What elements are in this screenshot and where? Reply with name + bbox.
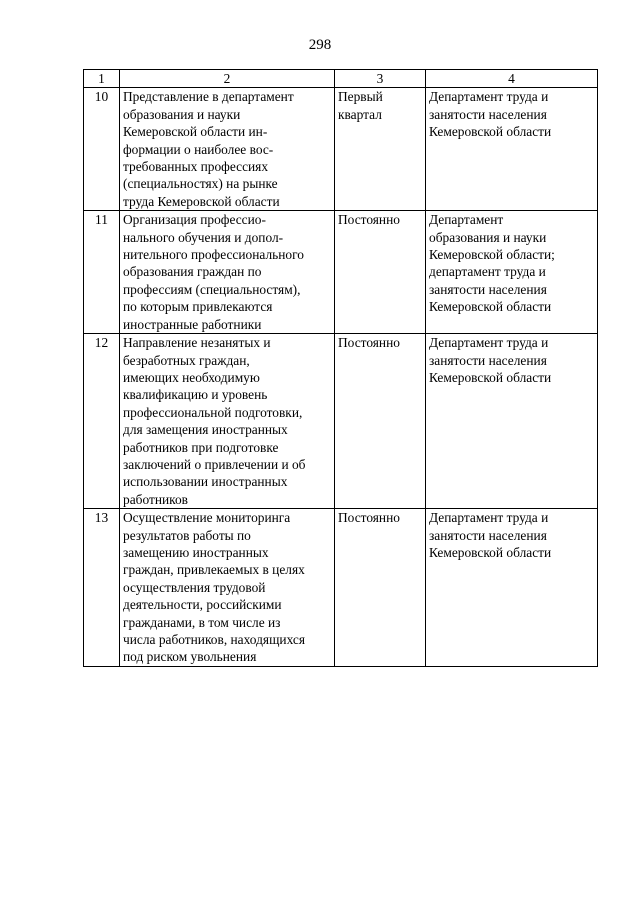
header-col-4: 4 xyxy=(426,70,598,88)
measure-cell: Осуществление мониторинга результатов работы по замещению иностранных граждан, привлекаемых в целях осуществления трудовой деятельности, российскими гражданами, в том числе из числа работников, находящихся под риском увольнения xyxy=(120,509,335,667)
table-row xyxy=(84,334,598,509)
executor-cell: Департамент образования и науки Кемеровской области; департамент труда и занятости населения Кемеровской области xyxy=(426,211,598,334)
header-col-1: 1 xyxy=(84,70,120,88)
term-cell: Постоянно xyxy=(335,334,426,509)
page-number: 298 xyxy=(308,37,332,53)
header-col-2: 2 xyxy=(120,70,335,88)
table-header xyxy=(84,70,598,88)
table-row xyxy=(84,509,598,667)
measures-table xyxy=(83,69,598,667)
row-number: 12 xyxy=(84,334,120,509)
executor-cell: Департамент труда и занятости населения Кемеровской области xyxy=(426,88,598,211)
row-number: 10 xyxy=(84,88,120,211)
measure-cell: Направление незанятых и безработных граждан, имеющих необходимую квалификацию и уровень профессиональной подготовки, для замещения иностранных работников при подготовке заключений о привлечении и об использовании иностранных работников xyxy=(120,334,335,509)
table-header-row xyxy=(84,70,598,88)
executor-cell: Департамент труда и занятости населения Кемеровской области xyxy=(426,334,598,509)
term-cell: Первый квартал xyxy=(335,88,426,211)
term-cell: Постоянно xyxy=(335,509,426,667)
table-row xyxy=(84,211,598,334)
measure-cell: Организация профессио- нального обучения и допол- нительного профессионального образования граждан по профессиям (специальностям), по которым привлекаются иностранные работники xyxy=(120,211,335,334)
row-number: 13 xyxy=(84,509,120,667)
measure-cell: Представление в департамент образования и науки Кемеровской области ин- формации о наиболее вос- требованных профессиях (специальностях) на рынке труда Кемеровской области xyxy=(120,88,335,211)
table-row xyxy=(84,88,598,211)
term-cell: Постоянно xyxy=(335,211,426,334)
table-body xyxy=(84,88,598,666)
row-number: 11 xyxy=(84,211,120,334)
executor-cell: Департамент труда и занятости населения Кемеровской области xyxy=(426,509,598,667)
header-col-3: 3 xyxy=(335,70,426,88)
